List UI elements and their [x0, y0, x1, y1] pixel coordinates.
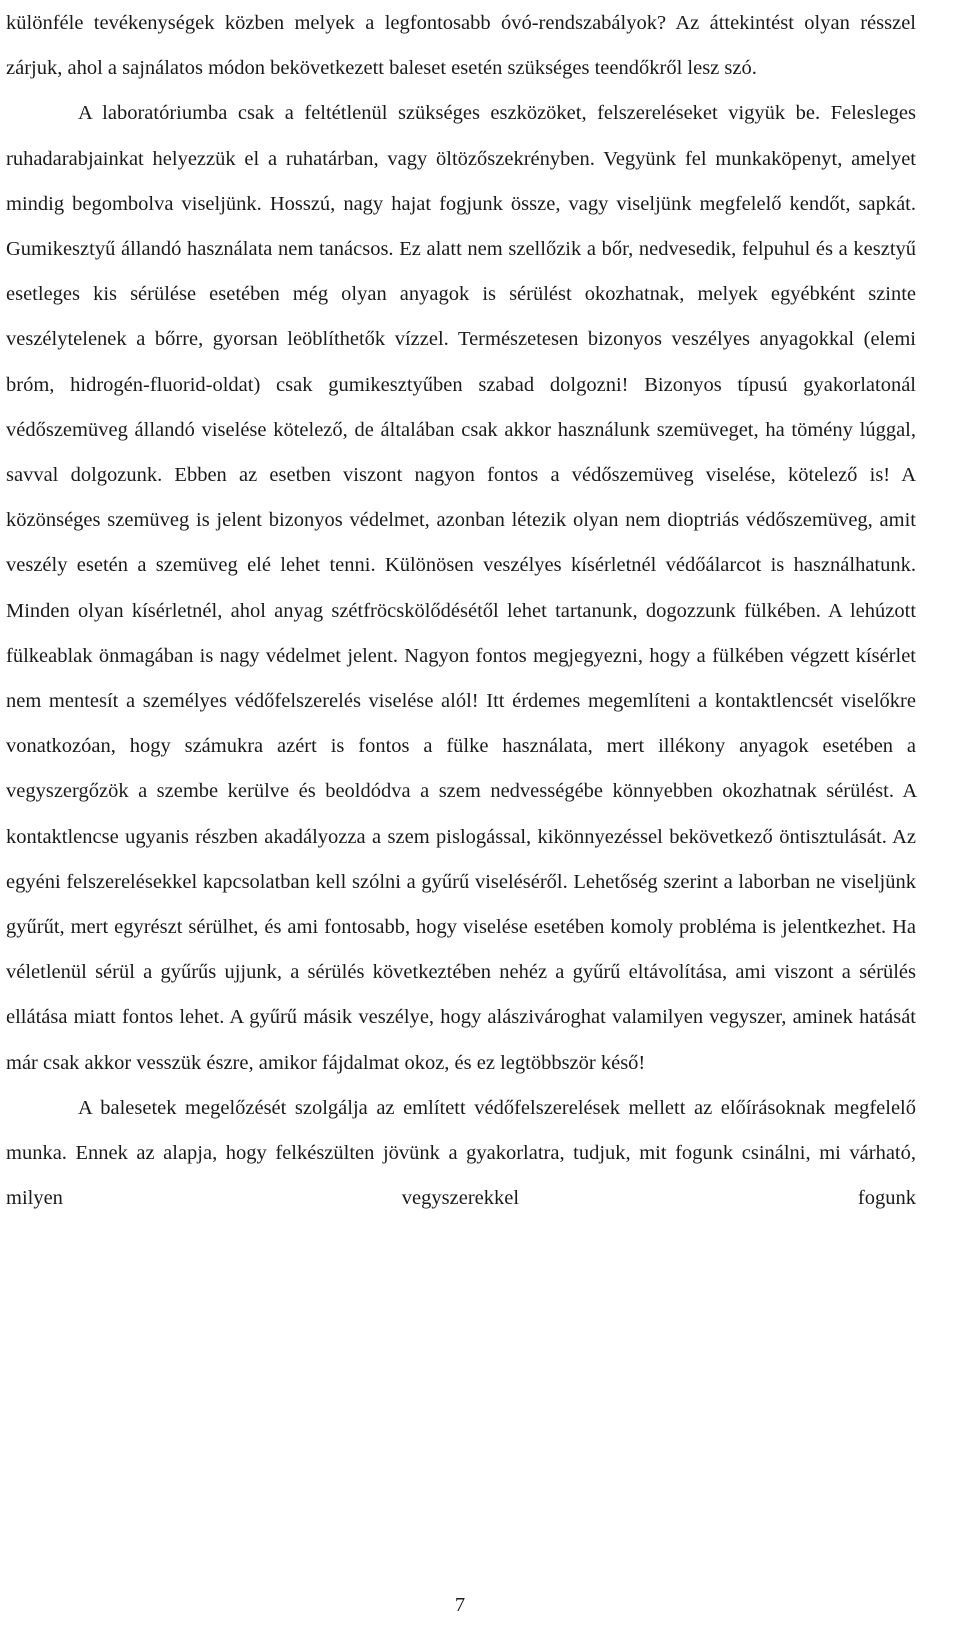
- text-line: Itt érdemes megemlíteni a kontaktlencsét viselőkre vonatkozóan, hogy számukra azért is: [6, 690, 916, 758]
- text-line: lehúzott fülkeablak önmagában is nagy védelmet jelent. Nagyon fontos megjegyezni,: [6, 599, 917, 667]
- text-line: viseléséről. Lehetőség szerint a laborban ne viseljünk gyűrűt, mert egyrészt sérülhet, és: [6, 870, 917, 939]
- text-line: valamilyen vegyszer, aminek hatását már csak akkor vesszük észre, amikor fájdalmat: [6, 1006, 916, 1074]
- text-line: használata nem tanácsos. Ez alatt nem szellőzik a bőr, nedvesedik, felpuhul és a kesztyű: [187, 238, 917, 261]
- text-line: Vegyünk fel munkaköpenyt, amelyet mindig begombolva viseljünk. Hosszú, nagy hajat: [6, 147, 916, 215]
- text-line: viselése, kötelező is! A közönséges szemüveg is jelent bizonyos védelmet, azonban: [6, 464, 916, 532]
- text-line: hogy a fülkében végzett kísérlet nem mentesít a személyes védőfelszerelés viselése alól!: [6, 644, 916, 713]
- text-line: ami fontosabb, hogy viselése esetében komoly probléma is jelentkezhet. Ha véletlenül: [6, 916, 917, 984]
- paragraph-intro: [6, 1, 916, 91]
- text-line: kísérletnél, ahol anyag szétfröcskölődésétől lehet tartanunk, dogozzunk fülkében. A: [131, 599, 842, 622]
- paragraph-equipment: [6, 91, 916, 1085]
- text-line: szükséges teendőkről lesz szó.: [507, 57, 757, 80]
- text-line: esetleges kis sérülése esetében még olyan anyagok is sérülést okozhatnak, melyek: [6, 283, 758, 306]
- document-body: [6, 1, 916, 1221]
- text-line: A balesetek megelőzését szolgálja az említett védőfelszerelések mellett az: [78, 1096, 713, 1119]
- text-line: létezik olyan nem dioptriás védőszemüveg, amit veszély esetén a szemüveg elé lehet: [6, 509, 916, 577]
- text-line: gyakorlatra, tudjuk, mit fogunk csinálni, mi várható, milyen vegyszerekkel fogunk: [6, 1142, 916, 1210]
- paragraph-prevention: [6, 1086, 916, 1222]
- text-line: fontos a fülke használata, mert illékony anyagok esetében a vegyszergőzök a szembe: [6, 735, 917, 803]
- text-line: előírásoknak megfelelő munka. Ennek az alapja, hogy felkészülten jövünk a: [6, 1096, 917, 1165]
- text-line: sérül a gyűrűs ujjunk, a sérülés következtében nehéz a gyűrű eltávolítása, ami viszont a: [95, 961, 851, 984]
- text-line: A laboratóriumba csak a feltétlenül szükséges eszközöket, felszereléseket vigyük: [78, 102, 786, 125]
- text-line: bekövetkező öntisztulását. Az egyéni felszerelésekkel kapcsolatban kell szólni a gyűrű: [6, 825, 917, 893]
- page-number: 7: [454, 1594, 466, 1616]
- text-line: sérülés ellátása miatt fontos lehet. A gyűrű másik veszélye, hogy alászivároghat: [6, 961, 916, 1029]
- text-line: kontaktlencse ugyanis részben akadályozza a szem pislogással, kikönnyezéssel: [6, 825, 663, 848]
- text-line: be. Felesleges ruhadarabjainkat helyezzük el a ruhatárban, vagy öltözőszekrényben.: [6, 102, 916, 170]
- text-line: fogjunk össze, vagy viseljünk megfelelő kendőt, sapkát. Gumikesztyű állandó: [6, 192, 917, 261]
- text-line: bizonyos veszélyes anyagokkal (elemi bróm, hidrogén-fluorid-oldat) csak: [6, 328, 916, 396]
- text-line: kerülve és beoldódva a szem nedvességébe könnyebben okozhatnak sérülést. A: [227, 780, 916, 803]
- text-line: egyébként szinte veszélytelenek a bőrre, gyorsan leöblíthetők vízzel. Természetesen: [6, 283, 917, 351]
- text-line: állandó viselése kötelező, de általában csak akkor használunk szemüveget, ha tömény: [134, 418, 853, 441]
- text-line: gumikesztyűben szabad dolgozni! Bizonyos típusú gyakorlatonál védőszemüveg: [6, 373, 917, 441]
- text-line: áttekintést olyan résszel zárjuk, ahol a sajnálatos módon bekövetkezett baleset esetén: [6, 12, 917, 80]
- text-line: lúggal, savval dolgozunk. Ebben az esetben viszont nagyon fontos a védőszemüveg: [6, 418, 916, 487]
- text-line: tenni. Különösen veszélyes kísérletnél védőálarcot is használhatunk. Minden olyan: [6, 554, 916, 622]
- text-line: okoz, és ez legtöbbször késő!: [404, 1051, 646, 1074]
- text-line: különféle tevékenységek közben melyek a legfontosabb óvó-rendszabályok? Az: [6, 12, 700, 34]
